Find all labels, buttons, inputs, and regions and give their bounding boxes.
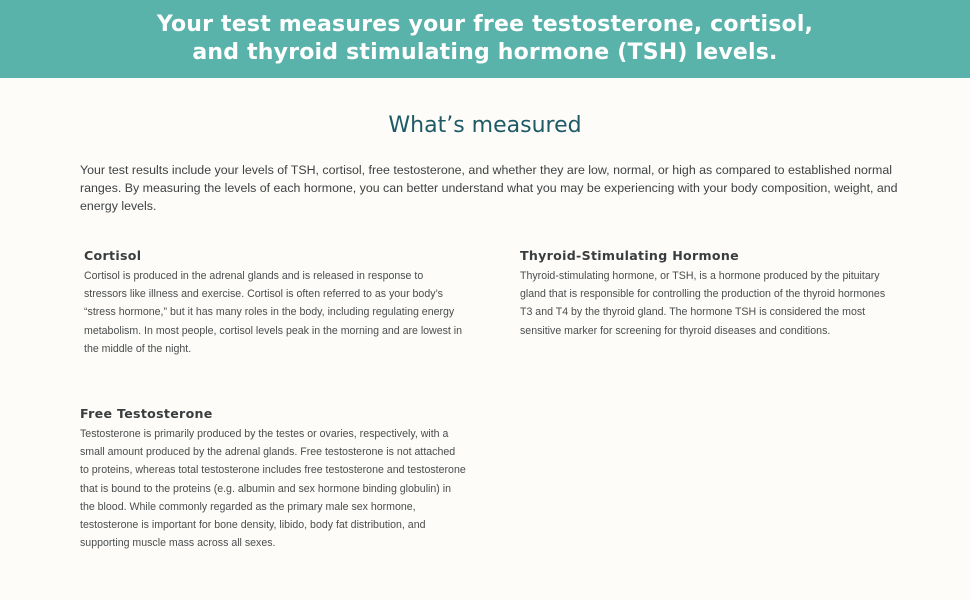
testosterone-title: Free Testosterone (80, 406, 213, 421)
banner-line-1: Your test measures your free testosterone, cortisol, (156, 12, 814, 37)
banner-line-2: and thyroid stimulating hormone (TSH) levels. (192, 40, 778, 65)
header-banner (0, 0, 970, 78)
tsh-description: Thyroid-stimulating hormone, or TSH, is a hormone produced by the pituitary gland that is responsible for controlling the production of the thyroid hormones T3 and T4 by the thyroid gland. The hormone TSH is considered the most sensitive marker for screening for thyroid diseases and conditions. (520, 270, 886, 337)
section-title: What’s measured (388, 113, 582, 138)
intro-paragraph: Your test results include your levels of TSH, cortisol, free testosterone, and whether they are low, normal, or high as compared to established normal ranges. By measuring the levels of each hormone, you can better understand what you may be experiencing with your body composition, weight, and energy levels. (80, 163, 898, 213)
cortisol-block (84, 248, 464, 358)
testosterone-block (80, 406, 466, 552)
testosterone-description: Testosterone is primarily produced by the testes or ovaries, respectively, with a small amount produced by the adrenal glands. Free testosterone is not attached to proteins, whereas total testosterone includes free testosterone and testosterone that is bound to the proteins (e.g. albumin and sex hormone binding globulin) in the blood. While commonly regarded as the primary male sex hormone, testosterone is important for bone density, libido, body fat distribution, and supporting muscle mass across all sexes. (80, 428, 466, 550)
tsh-block (520, 248, 892, 340)
tsh-title: Thyroid-Stimulating Hormone (520, 248, 739, 263)
cortisol-title: Cortisol (84, 248, 142, 263)
cortisol-description: Cortisol is produced in the adrenal glands and is released in response to stressors like illness and exercise. Cortisol is often referred to as your body’s “stress hormone,” but it has many roles in the body, including regulating energy metabolism. In most people, cortisol levels peak in the morning and are lowest in the middle of the night. (84, 270, 463, 355)
